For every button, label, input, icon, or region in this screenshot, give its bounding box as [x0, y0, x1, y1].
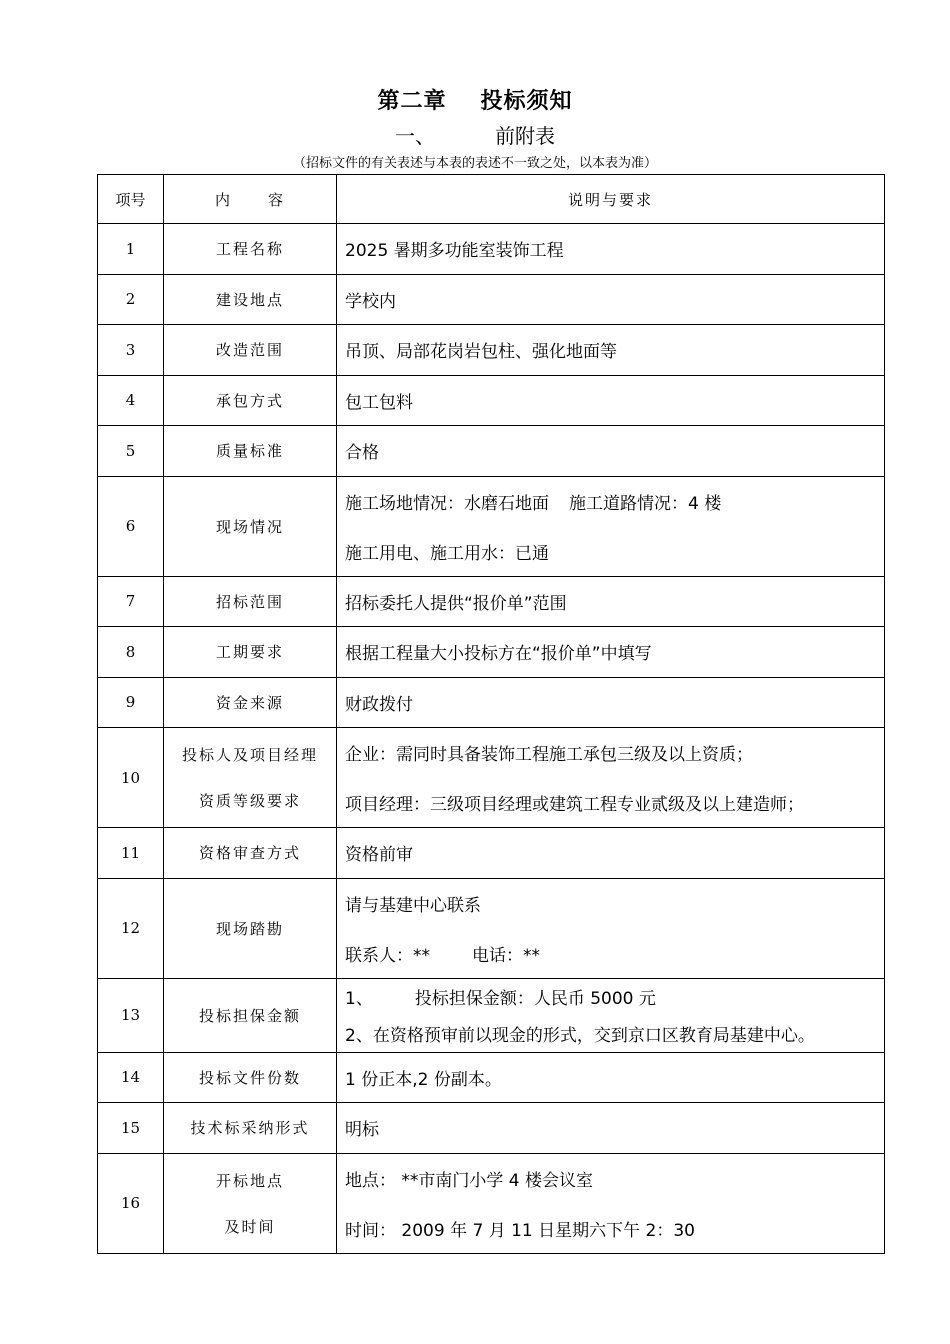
row-description: 包工包料 [337, 375, 885, 426]
table-row [98, 476, 885, 576]
section-number: 一、 [395, 124, 435, 148]
table-row [98, 1103, 885, 1154]
row-description: 财政拨付 [337, 677, 885, 728]
row-number: 14 [98, 1052, 164, 1103]
chapter-title [0, 84, 950, 115]
description-line: 2、在资格预审前以现金的形式，交到京口区教育局基建中心。 [345, 1026, 815, 1046]
row-item: 投标文件份数 [164, 1052, 337, 1103]
site-condition: 施工场地情况：水磨石地面 [345, 493, 549, 514]
row-description: 招标委托人提供“报价单”范围 [337, 576, 885, 627]
table-row [98, 375, 885, 426]
table-row [98, 878, 885, 978]
section-name: 前附表 [495, 124, 555, 148]
row-number: 9 [98, 677, 164, 728]
chapter-number: 第二章 [377, 89, 447, 114]
row-number: 3 [98, 325, 164, 376]
row-description [337, 476, 885, 576]
row-item: 现场踏勘 [164, 878, 337, 978]
table-row [98, 828, 885, 879]
table-row [98, 627, 885, 678]
table-row [98, 1052, 885, 1103]
table-row [98, 224, 885, 275]
row-number: 5 [98, 426, 164, 477]
row-number: 1 [98, 224, 164, 275]
table-row [98, 325, 885, 376]
description-line: 时间： 2009 年 7 月 11 日星期六下午 2：30 [345, 1220, 695, 1241]
row-item: 技术标采纳形式 [164, 1103, 337, 1154]
description-line: 企业：需同时具备装饰工程施工承包三级及以上资质； [345, 745, 753, 765]
road-condition: 施工道路情况：4 楼 [569, 493, 722, 514]
table-row [98, 728, 885, 828]
row-number: 12 [98, 878, 164, 978]
description-line [345, 984, 884, 1009]
row-item-line: 资质等级要求 [198, 792, 301, 810]
table-row [98, 274, 885, 325]
row-description [337, 978, 885, 1052]
row-number: 7 [98, 576, 164, 627]
row-item: 改造范围 [164, 325, 337, 376]
row-item: 建设地点 [164, 274, 337, 325]
table-note: （招标文件的有关表述与本表的表述不一致之处，以本表为准） [292, 156, 657, 171]
row-number: 8 [98, 627, 164, 678]
row-description [337, 728, 885, 828]
list-number: 1、 [345, 989, 373, 1009]
table-header-row [98, 175, 885, 224]
description-line: 地点： **市南门小学 4 楼会议室 [345, 1170, 594, 1191]
row-description: 资格前审 [337, 828, 885, 879]
row-item: 工期要求 [164, 627, 337, 678]
table-row [98, 576, 885, 627]
row-item [164, 728, 337, 828]
section-title [0, 120, 950, 149]
row-item-line: 投标人及项目经理 [181, 746, 318, 764]
row-item: 投标担保金额 [164, 978, 337, 1052]
guarantee-amount: 投标担保金额：人民币 5000 元 [414, 989, 656, 1009]
description-line: 施工用电、施工用水：已通 [345, 543, 549, 564]
row-item: 现场情况 [164, 476, 337, 576]
chapter-name: 投标须知 [480, 89, 573, 114]
row-description: 1 份正本,2 份副本。 [337, 1052, 885, 1103]
row-description [337, 1153, 885, 1253]
table-row [98, 426, 885, 477]
row-item: 招标范围 [164, 576, 337, 627]
contact-phone: 电话：** [472, 945, 540, 966]
row-description: 合格 [337, 426, 885, 477]
row-number: 15 [98, 1103, 164, 1154]
row-item: 承包方式 [164, 375, 337, 426]
row-item-line: 开标地点 [215, 1171, 284, 1190]
row-description: 明标 [337, 1103, 885, 1154]
bidding-info-table [97, 174, 885, 1254]
row-description: 2025 暑期多功能室装饰工程 [337, 224, 885, 275]
header-content [164, 175, 337, 224]
header-content-b: 容 [268, 190, 286, 209]
row-item-line: 及时间 [224, 1217, 276, 1236]
row-item: 工程名称 [164, 224, 337, 275]
description-line: 请与基建中心联系 [345, 895, 481, 916]
header-description: 说明与要求 [337, 175, 885, 224]
table-row [98, 677, 885, 728]
description-line [345, 489, 884, 514]
row-number: 4 [98, 375, 164, 426]
row-description [337, 878, 885, 978]
description-line [345, 941, 884, 966]
row-number: 16 [98, 1153, 164, 1253]
row-number: 10 [98, 728, 164, 828]
row-number: 2 [98, 274, 164, 325]
row-number: 11 [98, 828, 164, 879]
row-item: 资金来源 [164, 677, 337, 728]
row-item [164, 1153, 337, 1253]
table-row [98, 978, 885, 1052]
header-item-no: 项号 [98, 175, 164, 224]
row-description: 学校内 [337, 274, 885, 325]
row-item: 资格审查方式 [164, 828, 337, 879]
row-description: 根据工程量大小投标方在“报价单”中填写 [337, 627, 885, 678]
row-description: 吊顶、局部花岗岩包柱、强化地面等 [337, 325, 885, 376]
table-row [98, 1153, 885, 1253]
row-item: 质量标准 [164, 426, 337, 477]
contact-person: 联系人：** [345, 945, 430, 966]
header-content-a: 内 [214, 190, 232, 209]
description-line: 项目经理：三级项目经理或建筑工程专业贰级及以上建造师； [345, 795, 804, 815]
row-number: 13 [98, 978, 164, 1052]
row-number: 6 [98, 476, 164, 576]
